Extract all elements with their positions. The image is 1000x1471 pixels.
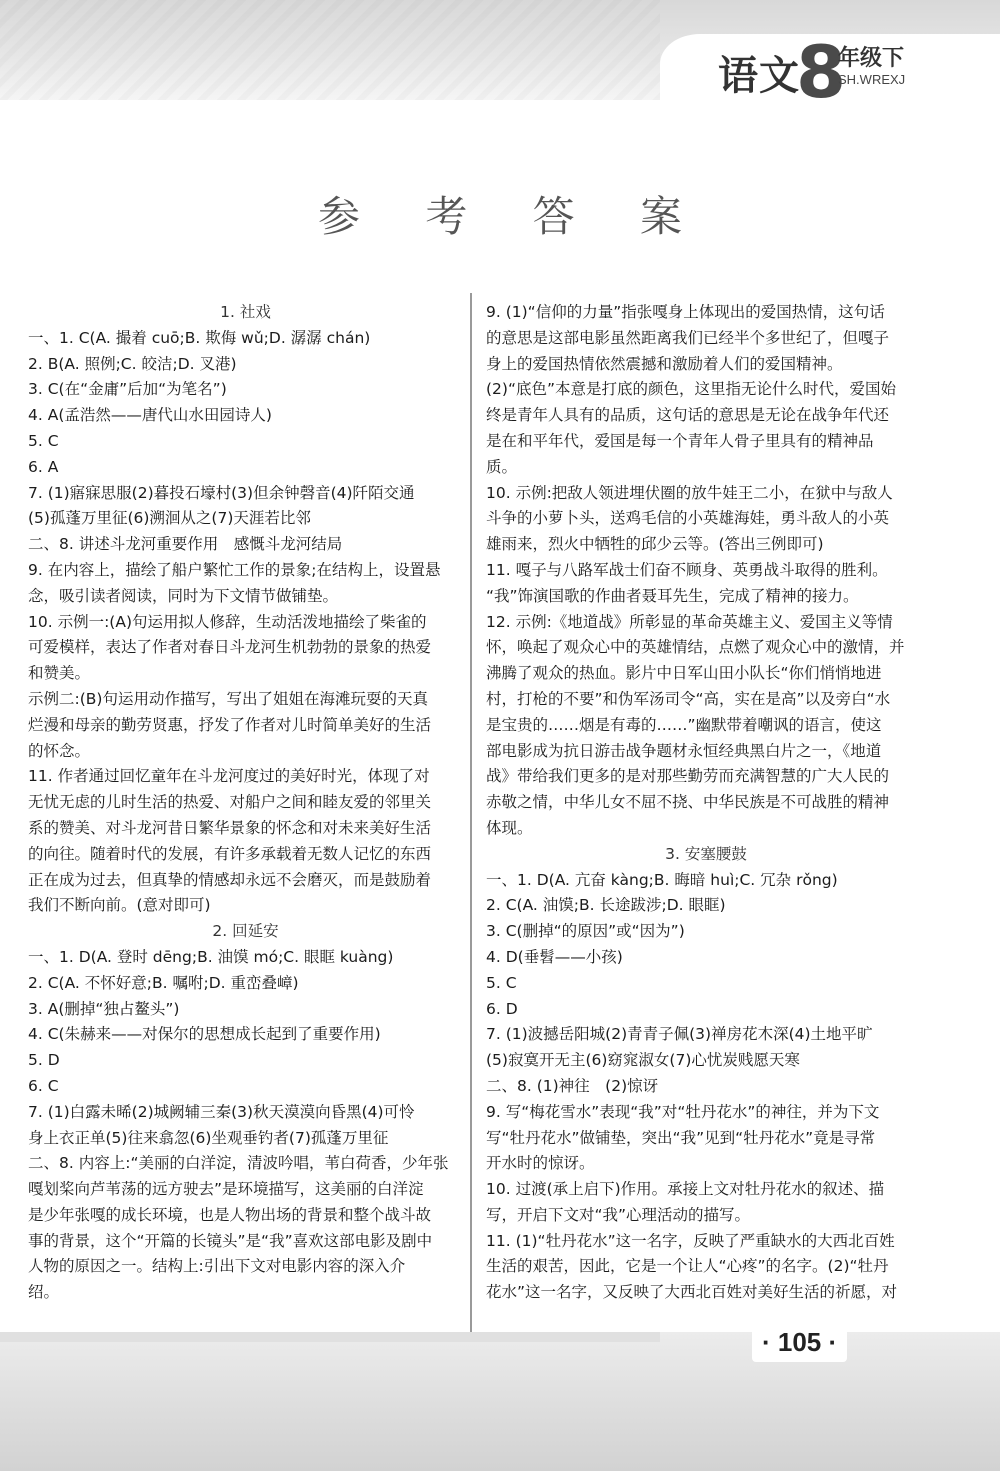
answer-line: 一、1. D(A. 亢奋 kàng;B. 晦暗 huì;C. 冗杂 rǒng) (486, 870, 838, 889)
answer-line: 6. A (28, 457, 59, 476)
answer-line: 9. 在内容上，描绘了船户繁忙工作的景象;在结构上，设置悬 (28, 560, 441, 579)
answer-line: 战》带给我们更多的是对那些勤劳而充满智慧的广大人民的 (486, 767, 890, 786)
answer-line: 2. C(A. 不怀好意;B. 嘱咐;D. 重峦叠嶂) (28, 973, 299, 992)
answer-line: 无忧无虑的儿时生活的热爱、对船户之间和睦友爱的邻里关 (28, 793, 432, 812)
answer-line: 一、1. D(A. 登时 dēng;B. 油馍 mó;C. 眼眶 kuàng) (28, 947, 394, 966)
answer-line: 沸腾了观众的热血。影片中日军山田小队长“你们悄悄地进 (486, 664, 882, 683)
answer-line: 10. 过渡(承上启下)作用。承接上文对牡丹花水的叙述、描 (486, 1180, 885, 1199)
answer-line: 怀，唤起了观众心中的英雄情结，点燃了观众心中的激情，并 (486, 638, 905, 657)
answer-line: 5. D (28, 1051, 60, 1070)
answer-line: 6. D (486, 999, 518, 1018)
answer-line: 和赞美。 (28, 664, 91, 683)
answer-line: 7. (1)白露未晞(2)城阙辅三秦(3)秋天漠漠向昏黑(4)可怜 (28, 1102, 415, 1121)
answer-line: 二、8. 讲述斗龙河重要作用 感慨斗龙河结局 (28, 535, 343, 554)
answer-line: (5)寂寞开无主(6)窈窕淑女(7)心忧炭贱愿天寒 (486, 1051, 800, 1070)
answer-line: 11. (1)“牡丹花水”这一名字，反映了严重缺水的大西北百姓 (486, 1231, 895, 1250)
answer-line: 二、8. (1)神往 (2)惊讶 (486, 1076, 659, 1095)
answer-line: 斗争的小萝卜头，送鸡毛信的小英雄海娃，勇斗敌人的小英 (486, 509, 890, 528)
page-title: 参 考 答 案 (317, 192, 709, 241)
answer-line: 7. (1)寤寐思服(2)暮投石壕村(3)但余钟磬音(4)阡陌交通 (28, 483, 415, 502)
answer-line: 示例二:(B)句运用动作描写，写出了姐姐在海滩玩耍的天真 (28, 689, 428, 708)
answer-line: 开水时的惊讶。 (486, 1154, 595, 1173)
subject-label: 语文 (718, 53, 800, 99)
answer-line: 嘎划桨向芦苇荡的远方驶去”是环境描写，这美丽的白洋淀 (28, 1180, 424, 1199)
answer-line: 可爱模样，表达了作者对春日斗龙河生机勃勃的景象的热爱 (28, 638, 432, 657)
series-code: SH.WREXJ (838, 72, 906, 87)
answer-line: 9. 写“梅花雪水”表现“我”对“牡丹花水”的神往，并为下文 (486, 1102, 880, 1121)
section-heading: 1. 社戏 (220, 303, 271, 321)
answer-line: 10. 示例一:(A)句运用拟人修辞，生动活泼地描绘了柴雀的 (28, 612, 427, 631)
answer-line: 4. C(朱赫来——对保尔的思想成长起到了重要作用) (28, 1025, 381, 1044)
section-heading: 2. 回延安 (212, 922, 279, 941)
answer-line: 12. 示例:《地道战》所彰显的革命英雄主义、爱国主义等情 (486, 612, 893, 631)
answer-line: (5)孤蓬万里征(6)溯洄从之(7)天涯若比邻 (28, 509, 311, 528)
answer-line: 雄雨来，烈火中牺牲的邱少云等。(答出三例即可) (486, 535, 824, 554)
answer-line: 7. (1)波撼岳阳城(2)青青子佩(3)禅房花木深(4)土地平旷 (486, 1025, 873, 1044)
answer-line: 正在成为过去，但真挚的情感却永远不会磨灭，而是鼓励着 (28, 870, 432, 889)
answer-line: 3. C(删掉“的原因”或“因为”) (486, 922, 685, 941)
answer-line: 写，开启下文对“我”心理活动的描写。 (486, 1205, 751, 1224)
answer-line: 身上衣正单(5)往来翕忽(6)坐观垂钓者(7)孤蓬万里征 (28, 1128, 389, 1147)
answer-line: 2. C(A. 油馍;B. 长途跋涉;D. 眼眶) (486, 896, 726, 915)
answer-line: 5. C (486, 973, 517, 992)
answer-line: (2)“底色”本意是打底的颜色，这里指无论什么时代，爱国始 (486, 380, 897, 399)
answer-line: 念，吸引读者阅读，同时为下文情节做铺垫。 (28, 586, 339, 605)
answer-line: 3. C(在“金庸”后加“为笔名”) (28, 380, 227, 399)
answer-line: 是宝贵的……烟是有毒的……”幽默带着嘲讽的语言，使这 (486, 715, 882, 734)
answer-line: 2. B(A. 照例;C. 皎洁;D. 叉港) (28, 354, 237, 373)
answer-line: 系的赞美、对斗龙河昔日繁华景象的怀念和对未来美好生活 (28, 818, 432, 837)
footer-bar (0, 1332, 660, 1342)
grade-level-label: 年级下 (838, 46, 905, 71)
answer-line: 是在和平年代，爱国是每一个青年人骨子里具有的精神品 (486, 431, 874, 450)
answer-line: 11. 作者通过回忆童年在斗龙河度过的美好时光，体现了对 (28, 767, 430, 786)
answer-line: 的意思是这部电影虽然距离我们已经半个多世纪了，但嘎子 (486, 328, 890, 347)
footer-band (0, 1332, 1000, 1471)
answer-line: “我”饰演国歌的作曲者聂耳先生，完成了精神的接力。 (486, 586, 859, 605)
answer-line: 一、1. C(A. 撮着 cuō;B. 欺侮 wǔ;D. 潺潺 chán) (28, 328, 371, 347)
answer-line: 4. A(孟浩然——唐代山水田园诗人) (28, 406, 272, 425)
answer-line: 人物的原因之一。结构上:引出下文对电影内容的深入介 (28, 1257, 406, 1276)
answer-line: 二、8. 内容上:“美丽的白洋淀，清波吟唱，苇白荷香，少年张 (28, 1154, 449, 1173)
answer-line: 赤敬之情，中华儿女不屈不挠、中华民族是不可战胜的精神 (486, 793, 890, 812)
right-answer-column (486, 300, 926, 1306)
answer-line: 6. C (28, 1076, 59, 1095)
answer-line: 5. C (28, 431, 59, 450)
answer-line: 部电影成为抗日游击战争题材永恒经典黑白片之一，《地道 (486, 741, 882, 760)
left-answer-column (28, 300, 463, 1306)
answer-line: 质。 (486, 457, 518, 476)
answer-line: 4. D(垂髫——小孩) (486, 947, 623, 966)
answer-line: 的向往。随着时代的发展，有许多承载着无数人记忆的东西 (28, 844, 432, 863)
answer-line: 终是青年人具有的品质，这句话的意思是无论在战争年代还 (486, 406, 890, 425)
answer-line: 的怀念。 (28, 741, 91, 760)
grade-number: 8 (796, 30, 847, 114)
answer-line: 是少年张嘎的成长环境，也是人物出场的背景和整个战斗故 (28, 1205, 432, 1224)
answer-line: 体现。 (486, 818, 533, 837)
column-divider (470, 293, 472, 1333)
answer-line: 烂漫和母亲的勤劳贤惠，抒发了作者对儿时简单美好的生活 (28, 715, 432, 734)
answer-line: 10. 示例:把敌人领进埋伏圈的放牛娃王二小，在狱中与敌人 (486, 483, 893, 502)
answer-line: 绍。 (28, 1283, 60, 1302)
answer-line: 花水”这一名字，又反映了大西北百姓对美好生活的祈愿，对 (486, 1283, 898, 1302)
answer-line: 写“牡丹花水”做铺垫，突出“我”见到“牡丹花水”竟是寻常 (486, 1128, 876, 1147)
answer-line: 身上的爱国热情依然震撼和激励着人们的爱国精神。 (486, 354, 843, 373)
answer-line: 9. (1)“信仰的力量”指张嘎身上体现出的爱国热情，这句话 (486, 303, 885, 321)
answer-line: 11. 嘎子与八路军战士们奋不顾身、英勇战斗取得的胜利。 (486, 560, 888, 579)
page-number: · 105 · (752, 1322, 847, 1362)
answer-line: 我们不断向前。(意对即可) (28, 896, 211, 915)
answer-line: 村，打枪的不要”和伪军汤司令“高，实在是高”以及旁白“水 (486, 689, 891, 708)
section-heading: 3. 安塞腰鼓 (665, 844, 747, 863)
answer-line: 事的背景，这个“开篇的长镜头”是“我”喜欢这部电影及剧中 (28, 1231, 433, 1250)
answer-line: 生活的艰苦，因此，它是一个让人“心疼”的名字。(2)“牡丹 (486, 1257, 889, 1276)
answer-line: 3. A(删掉“独占鳌头”) (28, 999, 180, 1018)
